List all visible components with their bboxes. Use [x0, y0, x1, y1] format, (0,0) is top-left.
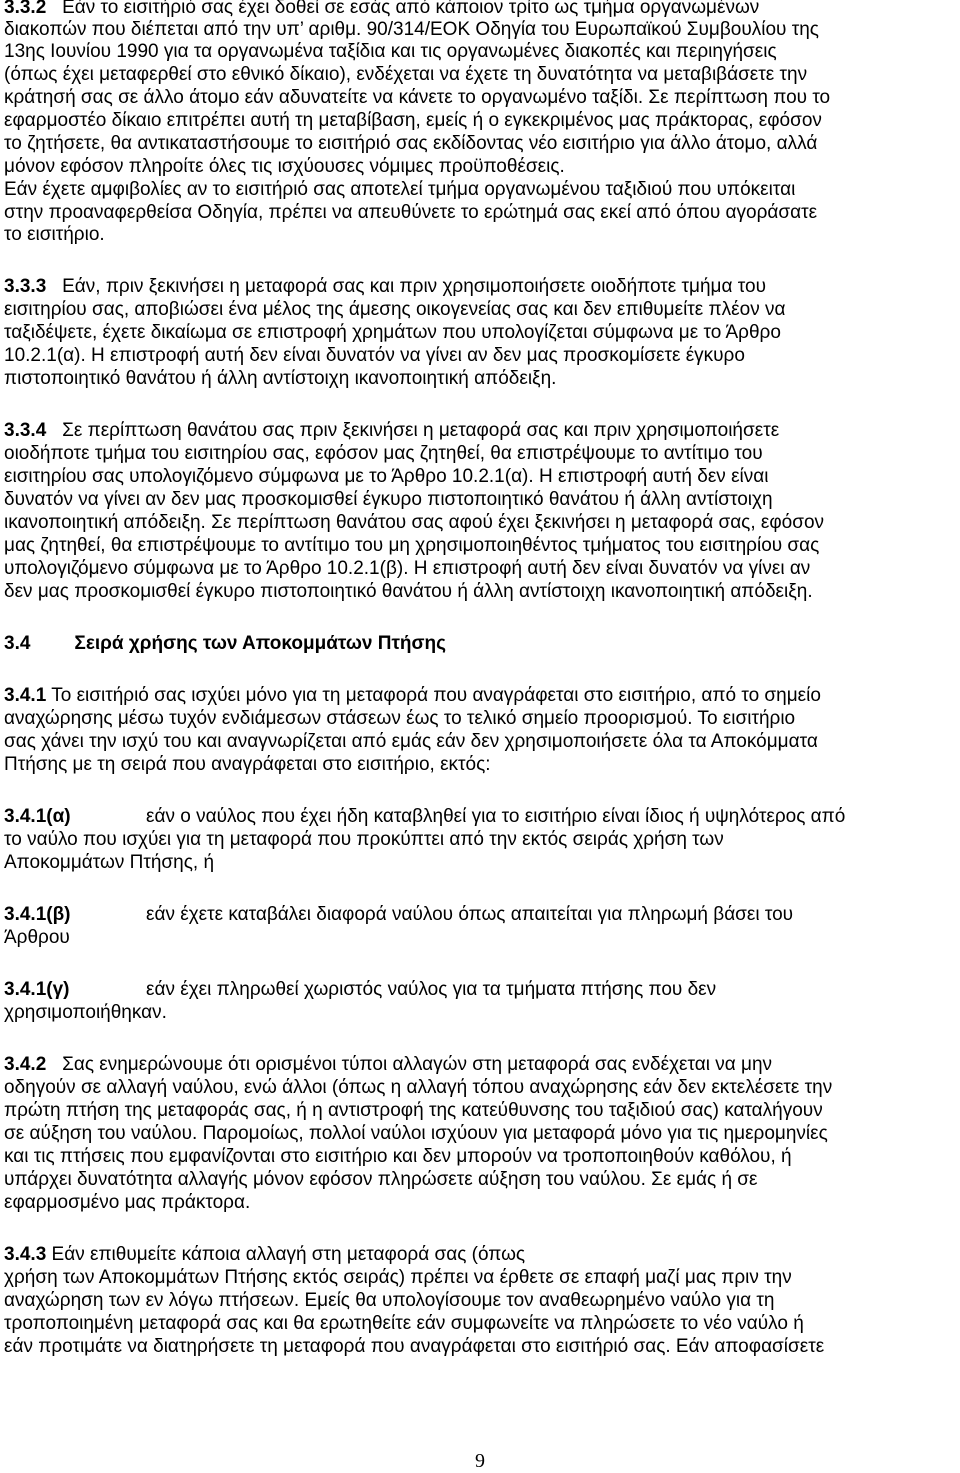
- paragraph-text: Το εισιτήριό σας ισχύει μόνο για τη μεταφορά που αναγράφεται στο εισιτήριο, από το σημείο: [51, 685, 821, 706]
- paragraph-line: Πτήσης με τη σειρά που αναγράφεται στο εισιτήριο, εκτός:: [4, 754, 491, 775]
- paragraph-line: [4, 1244, 525, 1266]
- section-title: Σειρά χρήσης των Αποκομμάτων Πτήσης: [74, 633, 447, 654]
- paragraph-line: το ναύλο που ισχύει για τη μεταφορά που προκύπτει από την εκτός σειράς χρήση των: [4, 829, 724, 850]
- paragraph-line: σε αύξηση του ναύλου. Παρομοίως, πολλοί ναύλοι ισχύουν για μεταφορά μόνο για τις ημερομηνίες: [4, 1123, 828, 1144]
- section-number: 3.3.4: [4, 420, 47, 441]
- paragraph-line: διακοπών που διέπεται από την υπ’ αριθμ. 90/314/ΕΟΚ Οδηγία του Ευρωπαϊκού Συμβουλίου της: [4, 19, 819, 40]
- paragraph-text: Εάν επιθυμείτε κάποια αλλαγή στη μεταφορά σας (όπως: [51, 1244, 526, 1265]
- paragraph-line: μόνον εφόσον πληροίτε όλες τις ισχύουσες νόμιμες προϋποθέσεις.: [4, 156, 565, 177]
- paragraph-line: κράτησή σας σε άλλο άτομο εάν αδυνατείτε να κάνετε το οργανωμένο ταξίδι. Σε περίπτωση που το: [4, 87, 831, 108]
- paragraph-text: Εάν, πριν ξεκινήσει η μεταφορά σας και πριν χρησιμοποιήσετε οιοδήποτε τμήμα του: [62, 276, 766, 297]
- paragraph-line: εάν προτιμάτε να διατηρήσετε τη μεταφορά που αναγράφεται στο εισιτήριό σας. Εάν αποφασίσετε: [4, 1336, 825, 1357]
- paragraph-line: οδηγούν σε αλλαγή ναύλου, ενώ άλλοι (όπως η αλλαγή τόπου αναχώρησης εάν δεν εκτελέσετε την: [4, 1077, 833, 1098]
- paragraph-line: τροποποιημένη μεταφορά σας και θα ερωτηθείτε εάν συμφωνείτε να πληρώσετε το νέο ναύλο ή: [4, 1313, 804, 1334]
- section-number: 3.4.2: [4, 1054, 47, 1075]
- paragraph-line: στην προαναφερθείσα Οδηγία, πρέπει να απευθύνετε το ερώτημά σας εκεί από όπου αγοράσατε: [4, 202, 818, 223]
- paragraph-line: Άρθρου: [4, 927, 70, 948]
- paragraph-line: εισιτηρίου σας υπολογιζόμενο σύμφωνα με το Άρθρο 10.2.1(α). Η επιστροφή αυτή δεν είναι: [4, 466, 769, 487]
- paragraph-line: Εάν έχετε αμφιβολίες αν το εισιτήριό σας αποτελεί τμήμα οργανωμένου ταξιδιού που υπόκειται: [4, 179, 796, 200]
- paragraph-line: εισιτηρίου σας, αποβιώσει ένα μέλος της άμεσης οικογενείας σας και δεν επιθυμείτε πλέον να: [4, 299, 786, 320]
- paragraph-text: Εάν το εισιτήριό σας έχει δοθεί σε εσάς από κάποιον τρίτο ως τμήμα οργανωμένων: [62, 0, 760, 18]
- paragraph-line: [4, 685, 821, 707]
- section-number: 3.4.1(γ): [4, 979, 70, 1000]
- paragraph-line: ικανοποιητική απόδειξη. Σε περίπτωση θανάτου σας αφού έχει ξεκινήσει η μεταφορά σας, εφόσον: [4, 512, 825, 533]
- paragraph-line: [4, 979, 716, 1001]
- paragraph-line: υπολογιζόμενο σύμφωνα με το Άρθρο 10.2.1(β). Η επιστροφή αυτή δεν είναι δυνατόν να γίνει αν: [4, 558, 811, 579]
- section-number: 3.3.2: [4, 0, 47, 18]
- paragraph-line: [4, 0, 759, 19]
- paragraph-line: χρήση των Αποκομμάτων Πτήσης εκτός σειράς) πρέπει να έρθετε σε επαφή μαζί μας πριν την: [4, 1267, 792, 1288]
- paragraph-line: πιστοποιητικό θανάτου ή άλλη αντίστοιχη ικανοποιητική απόδειξη.: [4, 368, 557, 389]
- section-number: 3.4: [4, 633, 31, 654]
- paragraph-line: οιοδήποτε τμήμα του εισιτηρίου σας, εφόσον μας ζητηθεί, θα επιστρέψουμε το αντίτιμο του: [4, 443, 763, 464]
- section-heading: [4, 633, 446, 655]
- paragraph-line: (όπως έχει μεταφερθεί στο εθνικό δίκαιο), ενδέχεται να έχετε τη δυνατότητα να μεταβιβάσετε την: [4, 64, 808, 85]
- page-number: 9: [475, 1450, 485, 1472]
- section-number: 3.4.1(α): [4, 806, 71, 827]
- paragraph-line: υπάρχει δυνατότητα αλλαγής μόνον εφόσον πληρώσετε αύξηση του ναύλου. Σε εμάς ή σε: [4, 1169, 758, 1190]
- paragraph-line: το ζητήσετε, θα αντικαταστήσουμε το εισιτήριό σας εκδίδοντας νέο εισιτήριο για άλλο άτομο, αλλά: [4, 133, 818, 154]
- paragraph-line: το εισιτήριο.: [4, 224, 105, 245]
- paragraph-text: εάν έχει πληρωθεί χωριστός ναύλος για τα τμήματα πτήσης που δεν: [146, 979, 717, 1000]
- paragraph-line: αναχώρηση των εν λόγω πτήσεων. Εμείς θα υπολογίσουμε τον αναθεωρημένο ναύλο για τη: [4, 1290, 775, 1311]
- paragraph-line: δεν μας προσκομισθεί έγκυρο πιστοποιητικό θανάτου ή άλλη αντίστοιχη ικανοποιητική απόδειξη.: [4, 581, 813, 602]
- paragraph-line: εφαρμοστέο δίκαιο επιτρέπει αυτή τη μεταβίβαση, εμείς ή ο εγκεκριμένος μας πράκτορας, εφόσον: [4, 110, 822, 131]
- paragraph-line: [4, 904, 793, 926]
- paragraph-text: Σας ενημερώνουμε ότι ορισμένοι τύποι αλλαγών στη μεταφορά σας ενδέχεται να μην: [62, 1054, 773, 1075]
- paragraph-line: [4, 806, 845, 828]
- paragraph-line: [4, 1054, 772, 1076]
- paragraph-line: εφαρμοσμένο μας πράκτορα.: [4, 1192, 251, 1213]
- section-number: 3.3.3: [4, 276, 47, 297]
- paragraph-line: [4, 420, 779, 442]
- paragraph-line: [4, 276, 766, 298]
- paragraph-line: αναχώρησης μέσω τυχόν ενδιάμεσων στάσεων έως το τελικό σημείο προορισμού. Το εισιτήριο: [4, 708, 796, 729]
- paragraph-line: χρησιμοποιήθηκαν.: [4, 1002, 167, 1023]
- paragraph-line: σας χάνει την ισχύ του και αναγνωρίζεται από εμάς εάν δεν χρησιμοποιήσετε όλα τα Αποκόμματα: [4, 731, 818, 752]
- section-number: 3.4.3: [4, 1244, 47, 1265]
- paragraph-line: 13ης Ιουνίου 1990 για τα οργανωμένα ταξίδια και τις οργανωμένες διακοπές και περιηγήσεις: [4, 41, 777, 62]
- paragraph-line: μας ζητηθεί, θα επιστρέψουμε το αντίτιμο του μη χρησιμοποιηθέντος τμήματος του εισιτηρίου σας: [4, 535, 820, 556]
- paragraph-line: πρώτη πτήση της μεταφοράς σας, ή η αντιστροφή της κατεύθυνσης του ταξιδιού σας) καταλήγουν: [4, 1100, 823, 1121]
- paragraph-line: δυνατόν να γίνει αν δεν μας προσκομισθεί έγκυρο πιστοποιητικό θανάτου ή άλλη αντίστοιχη: [4, 489, 773, 510]
- paragraph-text: Σε περίπτωση θανάτου σας πριν ξεκινήσει η μεταφορά σας και πριν χρησιμοποιήσετε: [62, 420, 780, 441]
- paragraph-line: 10.2.1(α). Η επιστροφή αυτή δεν είναι δυνατόν να γίνει αν δεν μας προσκομίσετε έγκυρο: [4, 345, 745, 366]
- section-number: 3.4.1: [4, 685, 47, 706]
- paragraph-line: ταξιδέψετε, έχετε δικαίωμα σε επιστροφή χρημάτων που υπολογίζεται σύμφωνα με το Άρθρο: [4, 322, 781, 343]
- paragraph-line: και τις πτήσεις που εμφανίζονται στο εισιτήριο και δεν μπορούν να τροποποιηθούν καθόλου, ή: [4, 1146, 792, 1167]
- paragraph-line: Αποκομμάτων Πτήσης, ή: [4, 852, 215, 873]
- paragraph-text: εάν έχετε καταβάλει διαφορά ναύλου όπως απαιτείται για πληρωμή βάσει του: [146, 904, 794, 925]
- paragraph-text: εάν ο ναύλος που έχει ήδη καταβληθεί για το εισιτήριο είναι ίδιος ή υψηλότερος από: [146, 806, 846, 827]
- section-number: 3.4.1(β): [4, 904, 71, 925]
